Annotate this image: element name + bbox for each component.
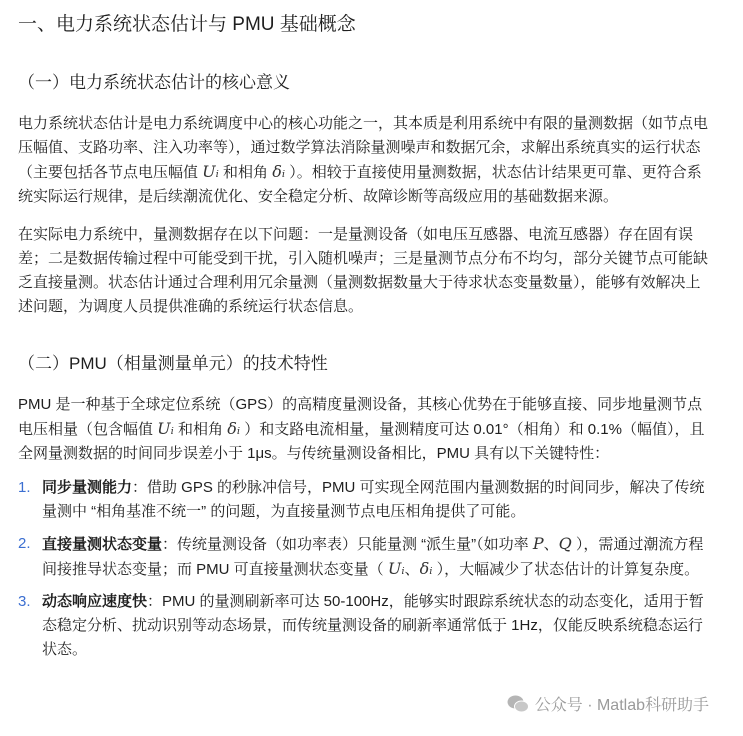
math-Ui: Uᵢ (387, 559, 405, 578)
math-delta-i: δᵢ (272, 162, 286, 181)
pmu-features-list (18, 476, 713, 662)
text: 和相角 (218, 164, 273, 181)
text: PMU 是一种基于全球定位系统（GPS）的高精度量测设备，其核心优势在于能够直接、同步地量测节点电压相量（包含幅值 (18, 396, 703, 438)
text: ）。相较于直接使用量测数据，状态估计结果更可靠、更符合系统实际运行规律，是后续潮流优化、安全稳定分析、故障诊断等高级应用的基础数据来源。 (18, 164, 702, 205)
item-title: 动态响应速度快 (42, 593, 148, 610)
list-item (18, 532, 713, 582)
text: ）和支路电流相量，量测精度可达 0.01°（相角）和 0.1%（幅值），且全网量测数据的时间同步误差小于 1μs。与传统量测设备相比，PMU 具有以下关键特性： (18, 421, 705, 462)
math-Ui: Uᵢ (202, 162, 219, 181)
wechat-icon (507, 694, 529, 714)
math-Ui: Uᵢ (157, 419, 174, 438)
item-text: ：PMU 的量测刷新率可达 50-100Hz，能够实时跟踪系统状态的动态变化，适用于暂态稳定分析、扰动识别等动态场景，而传统量测设备的刷新率通常低于 1Hz，仅能反映系统稳态运行状态。 (42, 593, 704, 658)
item-text: ：传统量测设备（如功率表）只能量测 “派生量”（如功率 (162, 536, 533, 553)
math-delta-i: δᵢ (419, 559, 433, 578)
math-delta-i: δᵢ (227, 419, 241, 438)
item-text: 、 (543, 536, 559, 553)
list-item (18, 590, 713, 662)
item-text: ），需通过潮流方程间接推导状态变量；而 PMU 可直接量测状态变量（ (42, 536, 704, 578)
item-text: 、 (404, 561, 420, 578)
list-number: 2. (18, 535, 31, 552)
text: 电力系统状态估计是电力系统调度中心的核心功能之一，其本质是利用系统中有限的量测数据（如节点电压幅值、支路功率、注入功率等），通过数学算法消除量测噪声和数据冗余，求解出系统真实的运行状态（主要包括各节点电压幅值 (18, 115, 709, 181)
item-title: 同步量测能力 (42, 479, 133, 496)
section-title: 一、电力系统状态估计与 PMU 基础概念 (18, 14, 356, 35)
subsection-heading-2: （二）PMU（相量测量单元）的技术特性 (18, 354, 328, 373)
item-text: ），大幅减少了状态估计的计算复杂度。 (432, 561, 700, 578)
subsection-heading-1: （一）电力系统状态估计的核心意义 (18, 73, 290, 92)
math-Q: Q (558, 534, 572, 553)
list-item (18, 476, 713, 524)
text: 和相角 (173, 421, 228, 438)
list-number: 1. (18, 479, 31, 496)
watermark (507, 692, 709, 715)
math-P: P (532, 534, 544, 553)
item-text: ：借助 GPS 的秒脉冲信号，PMU 可实现全网范围内量测数据的时间同步，解决了传统量测中 “相角基准不统一” 的问题，为直接量测节点电压相角提供了可能。 (42, 479, 705, 520)
list-number: 3. (18, 593, 31, 610)
paragraph-state-estimation (18, 112, 713, 209)
item-title: 直接量测状态变量 (42, 536, 163, 553)
paragraph-pmu-intro (18, 393, 713, 466)
watermark-text: 公众号 · Matlab科研助手 (534, 697, 709, 714)
paragraph-measurement-problems: 在实际电力系统中，量测数据存在以下问题：一是量测设备（如电压互感器、电流互感器）存在固有误差；二是数据传输过程中可能受到干扰，引入随机噪声；三是量测节点分布不均匀，部分关键节点可能缺乏直接量测。状态估计通过合理利用冗余量测（量测数据数量大于待求状态变量数量），能够有效解决上述问题，为调度人员提供准确的系统运行状态信息。 (18, 226, 709, 315)
